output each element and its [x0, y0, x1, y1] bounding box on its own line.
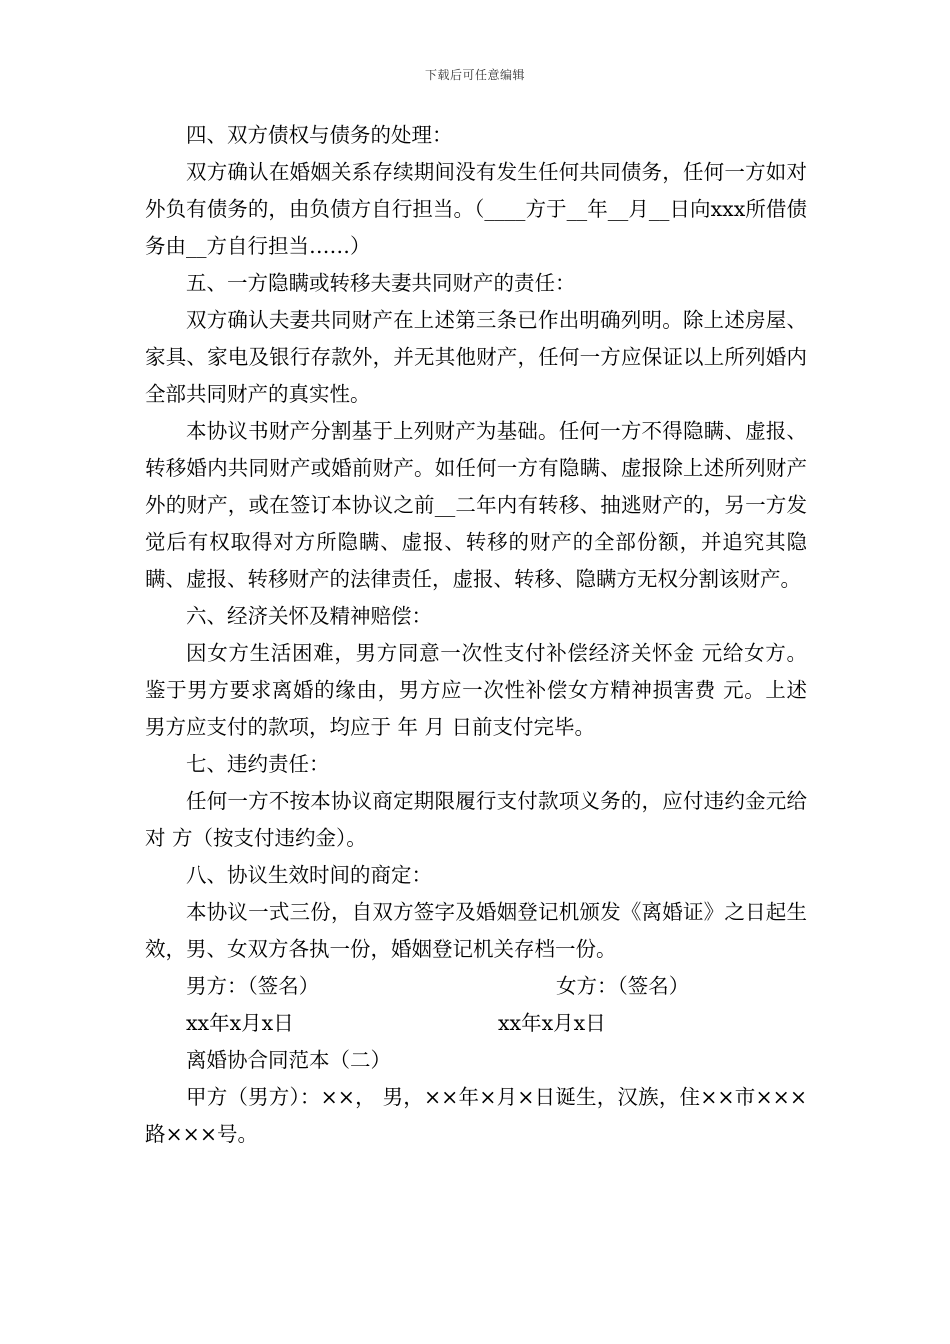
- signature-date-row: [145, 1005, 807, 1042]
- section-heading-breach: 七、违约责任：: [186, 752, 330, 776]
- paragraph-breach: 任何一方不按本协议商定期限履行支付款项义务的，应付违约金元给对 方（按支付违约金）。: [145, 789, 807, 850]
- document-body: [145, 117, 807, 1153]
- signature-row: [145, 968, 807, 1005]
- paragraph-concealment-2: 本协议书财产分割基于上列财产为基础。任何一方不得隐瞒、虚报、转移婚内共同财产或婚前财产。如任何一方有隐瞒、虚报除上述所列财产外的财产，或在签订本协议之前__二年内有转移、抽逃财产的，另一方发觉后有权取得对方所隐瞒、虚报、转移的财产的全部份额，并追究其隐瞒、虚报、转移财产的法律责任，虚报、转移、隐瞒方无权分割该财产。: [145, 419, 807, 591]
- section-heading-effective: 八、协议生效时间的商定：: [186, 863, 432, 887]
- paragraph-debts: 双方确认在婚姻关系存续期间没有发生任何共同债务，任何一方如对外负有债务的，由负债方自行担当。（____方于__年__月__日向xxx所借债务由__方自行担当……）: [145, 160, 807, 258]
- female-signature-date: xx年x月x日: [498, 1011, 606, 1035]
- male-signature-date: xx年x月x日: [186, 1011, 294, 1035]
- male-signature-label: 男方：（签名）: [186, 974, 320, 998]
- female-signature-label: 女方：（签名）: [556, 974, 690, 998]
- template-title: 离婚协合同范本（二）: [186, 1048, 391, 1072]
- section-heading-concealment: 五、一方隐瞒或转移夫妻共同财产的责任：: [186, 271, 576, 295]
- paragraph-concealment-1: 双方确认夫妻共同财产在上述第三条已作出明确列明。除上述房屋、家具、家电及银行存款外，并无其他财产，任何一方应保证以上所列婚内全部共同财产的真实性。: [145, 308, 807, 406]
- page-header: 下载后可任意编辑: [424, 68, 525, 82]
- paragraph-compensation: 因女方生活困难，男方同意一次性支付补偿经济关怀金 元给女方。鉴于男方要求离婚的缘由，男方应一次性补偿女方精神损害费 元。上述男方应支付的款项，均应于 年 月 日前支付完毕。: [145, 641, 807, 739]
- party-a-info: 甲方（男方）：××， 男，××年×月×日诞生，汉族，住××市×××路×××号。: [145, 1085, 807, 1146]
- section-heading-debts: 四、双方债权与债务的处理：: [186, 123, 453, 147]
- paragraph-effective: 本协议一式三份，自双方签字及婚姻登记机颁发《离婚证》之日起生效，男、女双方各执一份，婚姻登记机关存档一份。: [145, 900, 807, 961]
- section-heading-compensation: 六、经济关怀及精神赔偿：: [186, 604, 432, 628]
